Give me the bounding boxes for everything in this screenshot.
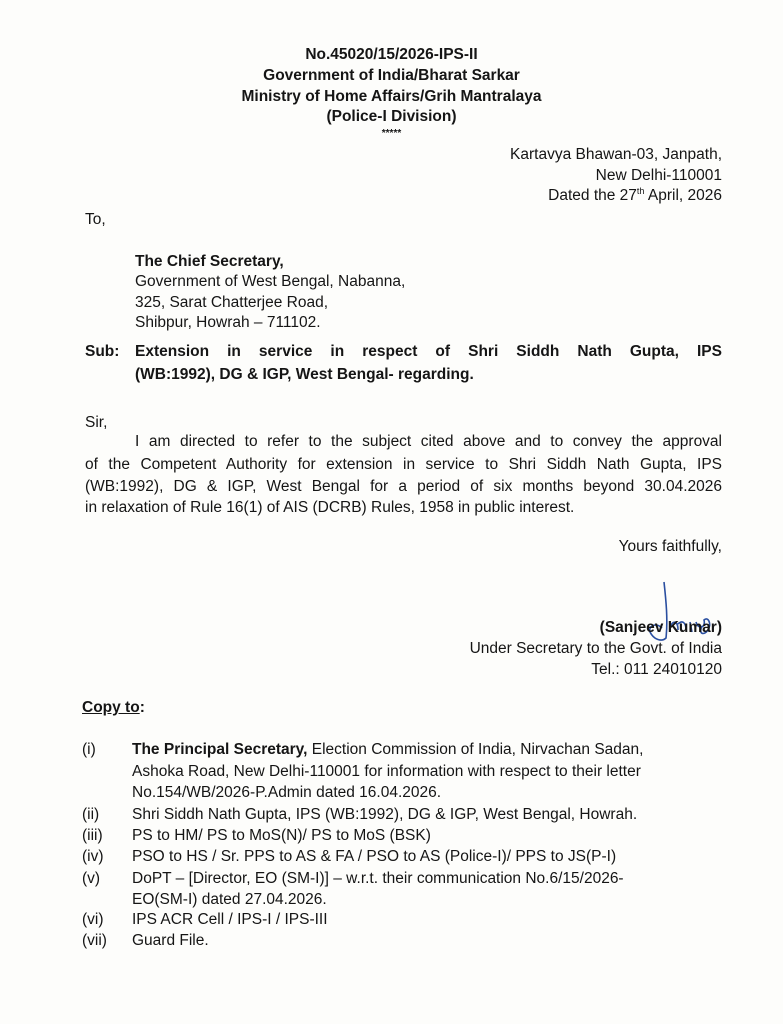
salutation: Sir, <box>85 414 108 431</box>
recipient-title: The Chief Secretary, <box>135 253 284 270</box>
body-line-3: (WB:1992), DG & IGP, West Bengal for a period of six months beyond 30.04.2026 <box>85 478 722 495</box>
copy-to-colon: : <box>139 699 145 716</box>
list-number: (vii) <box>82 932 107 949</box>
list-item: PS to HM/ PS to MoS(N)/ PS to MoS (BSK) <box>132 827 431 844</box>
address-line-2: New Delhi-110001 <box>595 167 722 184</box>
subject-line-2: (WB:1992), DG & IGP, West Bengal- regarding. <box>135 366 474 383</box>
letter-date <box>548 187 722 205</box>
closing: Yours faithfully, <box>618 538 722 555</box>
date-prefix: Dated the 27 <box>548 187 637 204</box>
recipient-line-1: Government of West Bengal, Nabanna, <box>135 273 406 290</box>
list-item: DoPT – [Director, EO (SM-I)] – w.r.t. their communication No.6/15/2026- <box>132 870 624 887</box>
list-item-continuation: Ashoka Road, New Delhi-110001 for information with respect to their letter <box>132 763 641 780</box>
list-item-continuation: EO(SM-I) dated 27.04.2026. <box>132 891 327 908</box>
division-name: (Police-I Division) <box>326 108 457 125</box>
recipient-line-3: Shibpur, Howrah – 711102. <box>135 314 321 331</box>
copy-to-heading <box>82 699 145 717</box>
signatory-name: (Sanjeev Kumar) <box>599 619 722 636</box>
list-item-text: Election Commission of India, Nirvachan Sadan, <box>307 741 644 758</box>
separator-stars: ***** <box>381 128 402 139</box>
list-number: (vi) <box>82 911 104 928</box>
body-line-4: in relaxation of Rule 16(1) of AIS (DCRB) Rules, 1958 in public interest. <box>85 499 575 516</box>
list-item: Guard File. <box>132 932 209 949</box>
list-item: PSO to HS / Sr. PPS to AS & FA / PSO to AS (Police-I)/ PPS to JS(P-I) <box>132 848 617 865</box>
list-number: (iv) <box>82 848 104 865</box>
list-number: (i) <box>82 741 96 758</box>
list-number: (iii) <box>82 827 103 844</box>
subject-label: Sub: <box>85 343 120 360</box>
government-name: Government of India/Bharat Sarkar <box>263 67 520 84</box>
list-item <box>132 741 643 759</box>
list-item-bold: The Principal Secretary, <box>132 741 308 758</box>
ministry-name: Ministry of Home Affairs/Grih Mantralaya <box>241 88 542 105</box>
body-line-1: I am directed to refer to the subject cited above and to convey the approval <box>135 433 722 450</box>
list-item: IPS ACR Cell / IPS-I / IPS-III <box>132 911 328 928</box>
reference-number: No.45020/15/2026-IPS-II <box>305 46 478 63</box>
list-number: (v) <box>82 870 101 887</box>
signatory-telephone: Tel.: 011 24010120 <box>591 661 722 678</box>
list-number: (ii) <box>82 806 100 823</box>
body-line-2: of the Competent Authority for extension in service to Shri Siddh Nath Gupta, IPS <box>85 456 722 473</box>
date-rest: April, 2026 <box>644 187 722 204</box>
list-item-continuation: No.154/WB/2026-P.Admin dated 16.04.2026. <box>132 784 442 801</box>
subject-line-1: Extension in service in respect of Shri Siddh Nath Gupta, IPS <box>135 343 722 360</box>
to-label: To, <box>85 211 106 228</box>
signatory-designation: Under Secretary to the Govt. of India <box>469 640 722 657</box>
recipient-line-2: 325, Sarat Chatterjee Road, <box>135 294 329 311</box>
copy-to-label: Copy to <box>82 699 140 716</box>
address-line-1: Kartavya Bhawan-03, Janpath, <box>510 146 722 163</box>
list-item: Shri Siddh Nath Gupta, IPS (WB:1992), DG & IGP, West Bengal, Howrah. <box>132 806 638 823</box>
date-suffix-sup: th <box>636 185 645 196</box>
